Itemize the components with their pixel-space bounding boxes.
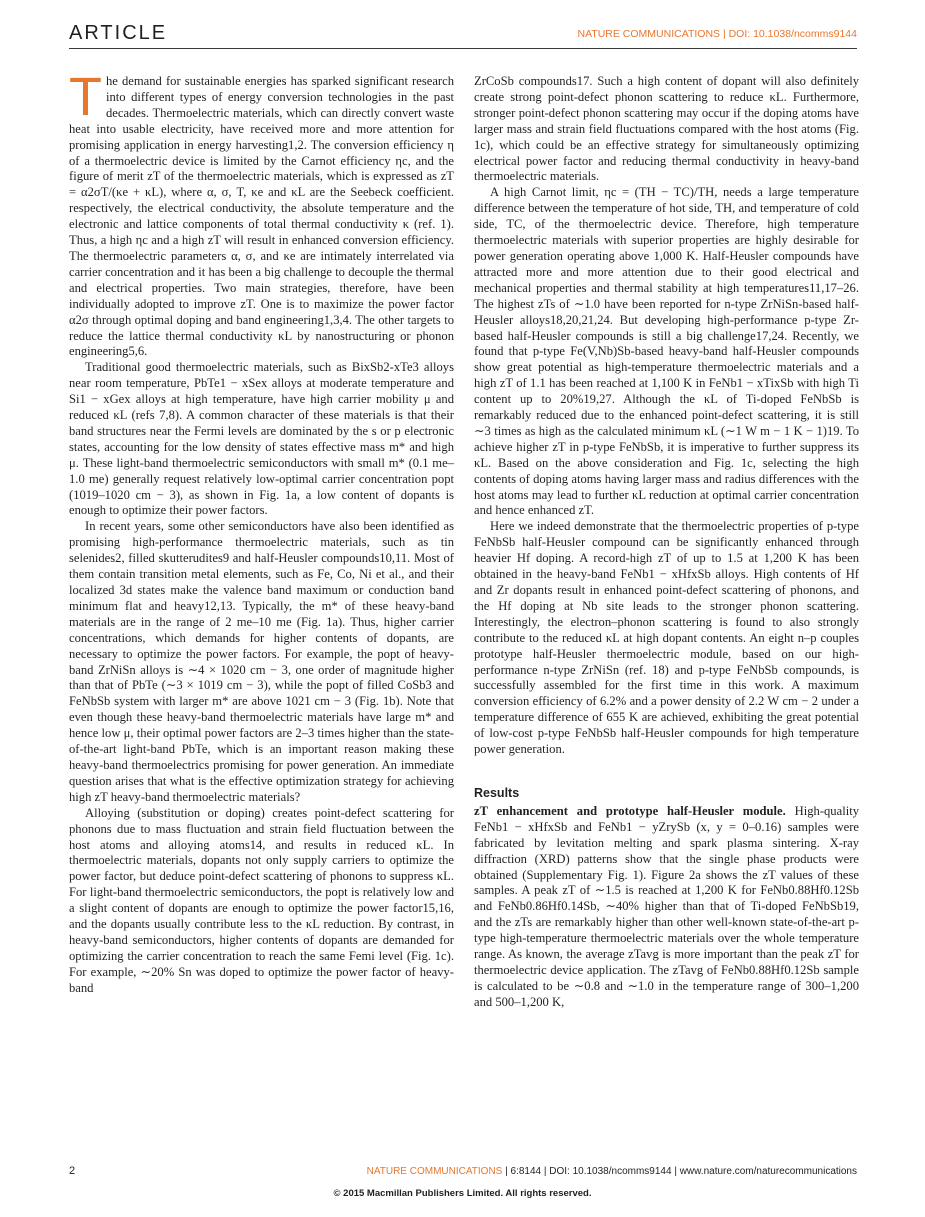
right-column — [474, 74, 859, 1011]
paragraph-intro: The demand for sustainable energies has sparked significant research into different types of energy conversion technologies in the past decades. Thermoelectric materials, which can directly convert waste heat into usable electricity, have received more and more attention for promising application in energy harvesting1,2. The conversion efficiency η of a thermoelectric device is limited by the Carnot efficiency ηc, and the figure of merit zT of the thermoelectric materials, which is expressed as zT = α2σT/(κe + κL), where α, σ, T, κe and κL are the Seebeck coefficient. respectively, the electrical conductivity, the absolute temperature and the electronic and lattice components of total thermal conductivity κ (ref. 1). Thus, a high ηc and a high zT will result in enhanced conversion efficiency. The thermoelectric parameters α, σ, and κe are intimately interrelated via carrier concentration and it has been a big challenge to decouple the thermal and electrical properties. Two main strategies, therefore, have been individually adopted to improve zT. One is to maximize the power factor α2σ through optimal doping and band engineering1,3,4. The other targets to reduce the lattice thermal conductivity κL by nanostructuring or phonon engineering5,6. — [69, 67, 454, 359]
results-heading: Results — [474, 785, 520, 800]
left-column — [69, 67, 454, 997]
copyright: © 2015 Macmillan Publishers Limited. All rights reserved. — [333, 1188, 592, 1199]
paragraph: A high Carnot limit, ηc = (TH − TC)/TH, needs a large temperature difference between the temperature of hot side, TH, and temperature of cold side, TC, of the thermoelectric device. Therefore, high temperature thermoelectric materials with superior properties are highly desirable for power generation operating above 1,000 K. Half-Heusler compounds have attracted more and more attention due to their good electrical and mechanical properties and thermal stability at high temperatures11,17–26. The highest zTs of ∼1.0 have been reported for n-type ZrNiSn-based half-Heusler alloys18,20,21,24. But developing high-performance p-type Zr-based half-Heusler compounds is still a big challenge17,24. Recently, we found that p-type Fe(V,Nb)Sb-based heavy-band half-Heusler compounds show great potential as high-temperature thermoelectric materials and a high zT of 1.1 has been reached at 1,100 K in FeNb1 − xTixSb with high Ti content up to 20%19,27. Although the κL of Ti-doped FeNbSb is remarkably reduced due to the enhanced point-defect scattering, it is still ∼3 times as high as the calculated minimum κL (∼1 W m − 1 K − 1)19. To achieve higher zT in p-type FeNbSb, it is imperative to further suppress its κL. Based on the above consideration and Fig. 1c, selecting the high contents of doping atoms having larger mass and radius differences with the host atoms may lead to further κL reduction at optimal carrier concentration and hence enhanced zT. — [474, 185, 859, 518]
page-header — [69, 22, 857, 49]
footer-journal-name: NATURE COMMUNICATIONS — [366, 1166, 503, 1177]
paragraph: Here we indeed demonstrate that the thermoelectric properties of p-type FeNbSb half-Heusler compound can be significantly enhanced through heavier Hf doping. A record-high zT of up to 1.5 at 1,200 K has been obtained in the heavy-band FeNb1 − xHfxSb alloys. High contents of Hf and Zr dopants result in enhanced point-defect scattering of phonons, and the Hf doping at Nb site leads to the stronger phonon scattering. Interestingly, the electron–phonon scattering is found to also strongly contribute to the reduced κL at high dopant contents. An eight n–p couples prototype half-Heusler thermoelectric module, based on our high-performance n-type ZrNiSn (ref. 18) and p-type FeNbSb compounds, is successfully assembled for the first time in this work. A maximum conversion efficiency of 6.2% and a power density of 2.2 W cm − 2 under a temperature difference of 655 K are achieved, exhibiting the great potential of low-cost p-type FeNbSb half-Heusler compounds for high temperature power generation. — [474, 519, 859, 757]
footer-journal-info: NATURE COMMUNICATIONS | 6:8144 | DOI: 10.1038/ncomms9144 | www.nature.com/naturecommunications — [366, 1166, 857, 1177]
journal-doi: NATURE COMMUNICATIONS | DOI: 10.1038/ncomms9144 — [577, 28, 857, 40]
section-label: ARTICLE — [69, 22, 168, 44]
subheading: zT enhancement and prototype half-Heusler module. — [474, 803, 786, 818]
page-number: 2 — [69, 1165, 76, 1177]
paragraph: In recent years, some other semiconductors have also been identified as promising high-performance thermoelectric materials, such as tin selenides2, filled skutterudites9 and half-Heusler compounds10,11. Most of them contain transition metal elements, such as Fe, Co, Ni et al., and their localized 3d states make the valence band maximum or conduction band minimum flat and heavy12,13. Typically, the m* of these heavy-band materials are in the range of 2 me–10 me (Fig. 1a). Thus, higher carrier concentrations, which demands for higher contents of dopants, are necessary to optimize the power factors. For example, the popt of heavy-band ZrNiSn alloys is ∼4 × 1020 cm − 3, one order of magnitude higher than that of PbTe (∼3 × 1019 cm − 3), while the popt of filled CoSb3 and FeNbSb system with larger m* are above 1021 cm − 3 (Fig. 1b). Note that even though these heavy-band thermoelectric materials have large m* and hence low μ, their optimal power factors are 2–3 times higher than the state-of-the-art light-band PbTe, which is an important reason making these heavy-band thermoelectrics promising for power generation. An immediate question arises that what is the effective optimization strategy for achieving high zT heavy-band thermoelectric materials? — [69, 519, 454, 804]
paragraph-results: zT enhancement and prototype half-Heusler module. High-quality FeNb1 − xHfxSb and FeNb1 − yZrySb (x, y = 0–0.16) samples were fabricated by levitation melting and spark plasma sintering. X-ray diffraction (XRD) patterns show that the single phase products were obtained (Supplementary Fig. 1). Figure 2a shows the zT values of these samples. A peak zT of ∼1.5 is reached at 1,200 K for FeNb0.88Hf0.12Sb and FeNb0.86Hf0.14Sb, ∼40% higher than that of Ti-doped FeNbSb19, and the zTs are remarkably higher than other well-known state-of-the-art p-type high-temperature thermoelectric materials over the whole temperature range. As known, the average zTavg is more important than the peak zT for thermoelectric device application. The zTavg of FeNb0.88Hf0.12Sb sample is calculated to be ∼0.8 and ∼1.0 in the temperature range of 300–1,200 and 500–1,200 K, — [474, 803, 859, 1009]
paragraph: ZrCoSb compounds17. Such a high content of dopant will also definitely create strong point-defect phonon scattering to reduce κL. Furthermore, stronger point-defect phonon scattering may occur if the doping atoms have larger mass and strain field fluctuations compared with the host atoms (Fig. 1c), which could be an effective strategy for simultaneously optimizing electrical power factor and reducing thermal conductivity in heavy-band thermoelectric materials. — [474, 74, 859, 184]
page-footer — [69, 1165, 857, 1181]
paragraph: Alloying (substitution or doping) creates point-defect scattering for phonons due to mass fluctuation and strain field fluctuation between the host atoms and alloying atoms14, and results in reduced κL. In thermoelectric materials, dopants not only supply carriers to optimize the power factor, but deduce point-defect scattering of phonons to suppress κL. For light-band thermoelectric semiconductors, the popt is relatively low and a slight content of dopants are enough to optimize the power factor15,16, and the dopants usually contribute less to the κL reduction. By contrast, in heavy-band semiconductors, higher contents of dopants are demanded for optimizing the carrier concentration to reach the same Femi level (Fig. 1c). For example, ∼20% Sn was doped to optimize the power factor of heavy-band — [69, 805, 454, 995]
paragraph: Traditional good thermoelectric materials, such as BixSb2-xTe3 alloys near room temperature, PbTe1 − xSex alloys at moderate temperature and Si1 − xGex alloys at high temperature, have high carrier mobility μ and reduced κL (refs 7,8). A common character of these materials is that their band structures near the Fermi levels are dominated by the s or p electronic states, accounting for the low density of states effective mass m* and high μ. These light-band thermoelectric semiconductors with small m* (0.1 me–1.0 me) generally request relatively low-optimal carrier concentration popt (1019–1020 cm − 3), as shown in Fig. 1a, a low content of dopants is enough to optimize their power factors. — [69, 360, 454, 518]
dropcap: T — [69, 67, 102, 127]
